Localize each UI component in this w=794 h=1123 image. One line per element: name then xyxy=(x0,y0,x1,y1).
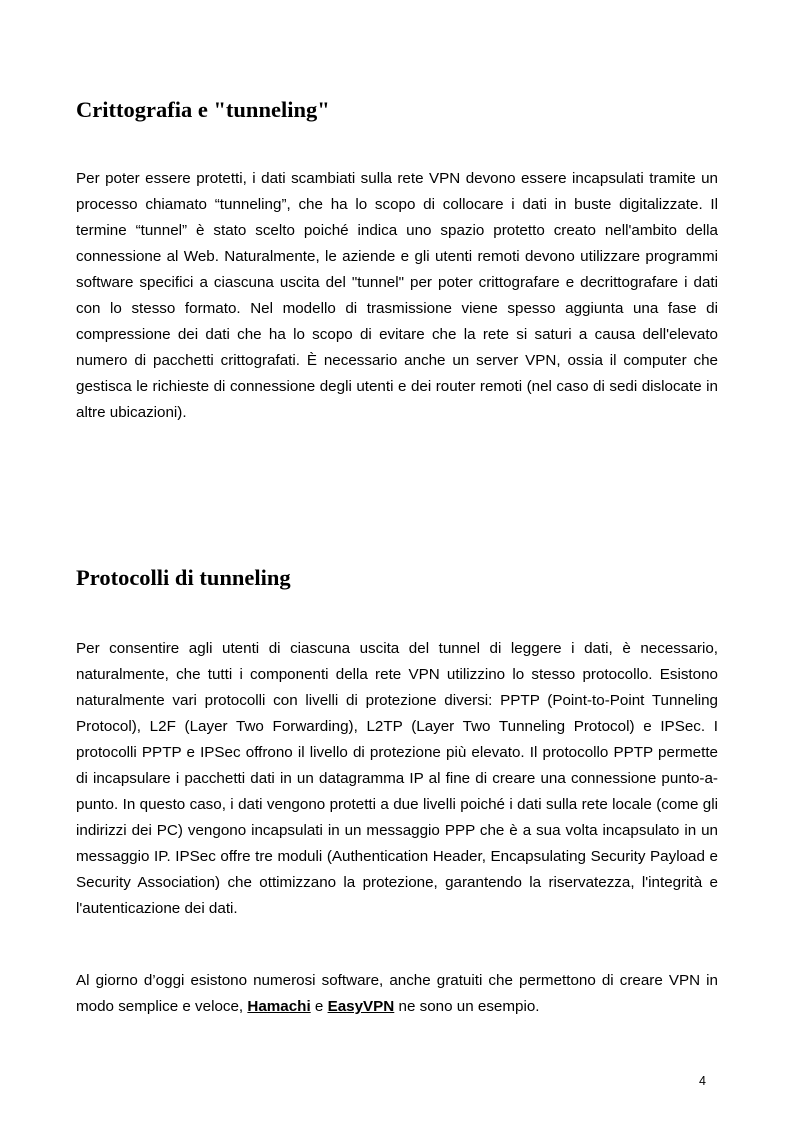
section-heading-crittografia: Crittografia e "tunneling" xyxy=(76,97,330,122)
closing-text-after: ne sono un esempio. xyxy=(394,998,540,1015)
closing-text-before: Al giorno d’oggi esistono numerosi software, anche gratuiti che permettono di creare VPN in modo semplice e veloce, xyxy=(76,972,718,1015)
section-heading-protocolli: Protocolli di tunneling xyxy=(76,565,291,590)
paragraph-protocolli: Per consentire agli utenti di ciascuna uscita del tunnel di leggere i dati, è necessario, naturalmente, che tutti i componenti della rete VPN utilizzino lo stesso protocollo. Esistono naturalmente vari protocolli con livelli di protezione diversi: PPTP (Point-to-Point Tunneling Protocol), L2F (Layer Two Forwarding), L2TP (Layer Two Tunneling Protocol) e IPSec. I protocolli PPTP e IPSec offrono il livello di protezione più elevato. Il protocollo PPTP permette di incapsulare i pacchetti dati in un datagramma IP al fine di creare una connessione punto-a-punto. In questo caso, i dati vengono protetti a due livelli poiché i dati sulla rete locale (come gli indirizzi dei PC) vengono incapsulati in un messaggio PPP che è a sua volta incapsulato in un messaggio IP. IPSec offre tre moduli (Authentication Header, Encapsulating Security Payload e Security Association) che ottimizzano la protezione, garantendo la riservatezza, l'integrità e l'autenticazione dei dati. xyxy=(76,640,718,917)
paragraph-crittografia: Per poter essere protetti, i dati scambiati sulla rete VPN devono essere incapsulati tramite un processo chiamato “tunneling”, che ha lo scopo di collocare i dati in buste digitalizzate. Il termine “tunnel” è stato scelto poiché indica uno spazio protetto creato nell'ambito della connessione al Web. Naturalmente, le aziende e gli utenti remoti devono utilizzare programmi software specifici a ciascuna uscita del "tunnel" per poter crittografare e decrittografare i dati con lo stesso formato. Nel modello di trasmissione viene spesso aggiunta una fase di compressione dei dati che ha lo scopo di evitare che la rete si saturi a causa dell'elevato numero di pacchetti crittografati. È necessario anche un server VPN, ossia il computer che gestisca le richieste di connessione degli utenti e dei router remoti (nel caso di sedi dislocate in altre ubicazioni). xyxy=(76,170,718,421)
closing-text-between: e xyxy=(310,998,328,1015)
link-easyvpn[interactable]: EasyVPN xyxy=(327,998,395,1015)
page-number: 4 xyxy=(699,1074,706,1088)
link-hamachi[interactable]: Hamachi xyxy=(247,998,311,1015)
paragraph-software-esempi xyxy=(76,968,718,1020)
